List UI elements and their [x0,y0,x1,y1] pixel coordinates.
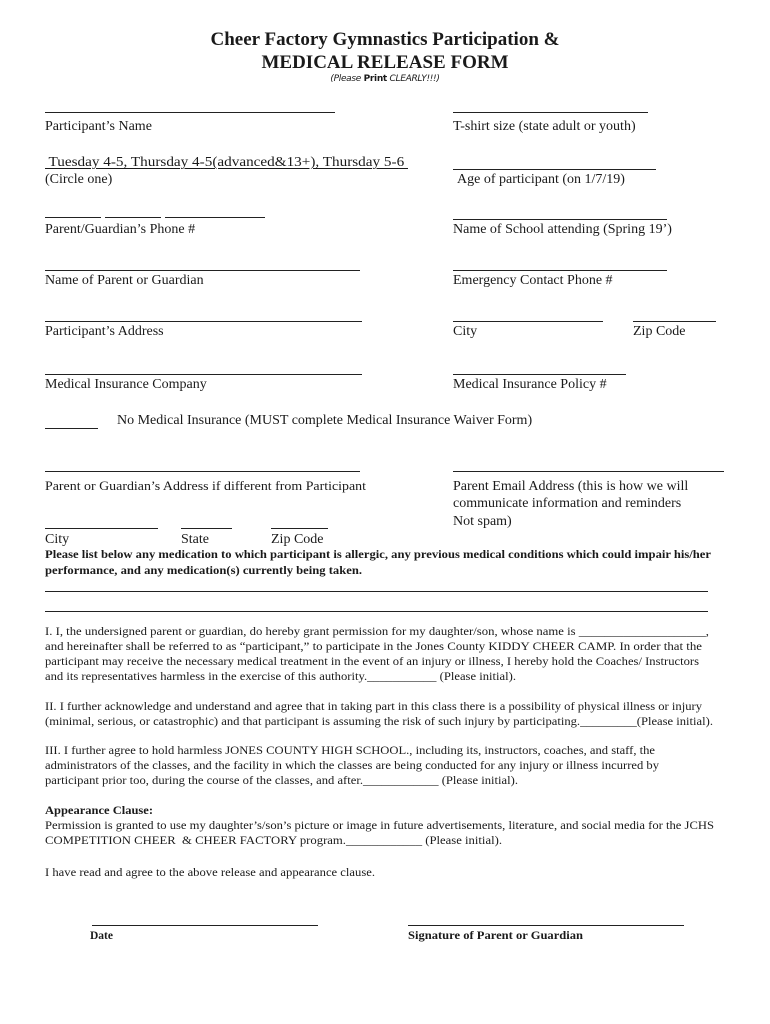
signature-label: Signature of Parent or Guardian [408,930,583,942]
tshirt-size-label: T-shirt size (state adult or youth) [453,119,636,134]
medication-line-1[interactable] [45,591,708,592]
guardian-name-label: Name of Parent or Guardian [45,273,204,288]
release-para-2-line-2: (minimal, serious, or catastrophic) and that participant is assuming the risk of such injury by participating._________(Please initial). [45,716,713,728]
date-field[interactable] [92,925,318,926]
form-title-line-2: MEDICAL RELEASE FORM [261,52,509,73]
release-para-3-line-1: III. I further agree to hold harmless JONES COUNTY HIGH SCHOOL., including its, instructors, coaches, and staff, the [45,745,655,757]
guardian-city-label: City [45,532,70,547]
age-field[interactable] [453,169,656,170]
insurance-company-field[interactable] [45,374,362,375]
no-insurance-label: No Medical Insurance (MUST complete Medical Insurance Waiver Form) [117,413,533,428]
release-para-1-line-2: and hereinafter shall be referred to as “participant,” to participate in the Jones County KIDDY CHEER CAMP. In order that the [45,641,702,653]
insurance-policy-field[interactable] [453,374,626,375]
participant-address-field[interactable] [45,321,362,322]
guardian-state-label: State [181,532,209,547]
emergency-phone-label: Emergency Contact Phone # [453,273,613,288]
date-label: Date [90,930,113,942]
city-field[interactable] [453,321,603,322]
guardian-phone-label: Parent/Guardian’s Phone # [45,222,196,237]
print-clearly-note: (Please Print CLEARLY!!!) [330,74,440,84]
parent-email-field[interactable] [453,471,724,472]
guardian-phone-prefix-field[interactable] [105,217,161,218]
guardian-phone-area-code-field[interactable] [45,217,101,218]
insurance-company-label: Medical Insurance Company [45,377,207,392]
medical-prompt-line-2: performance, and any medication(s) currently being taken. [45,565,362,577]
zip-field[interactable] [633,321,716,322]
guardian-state-field[interactable] [181,528,232,529]
no-insurance-field[interactable] [45,428,98,429]
insurance-policy-label: Medical Insurance Policy # [453,377,607,392]
participant-name-field[interactable] [45,112,335,113]
guardian-phone-number-field[interactable] [165,217,265,218]
form-title-line-1: Cheer Factory Gymnastics Participation & [210,29,560,50]
agreement-statement: I have read and agree to the above release and appearance clause. [45,867,375,879]
guardian-zip-label: Zip Code [271,532,324,547]
age-label: Age of participant (on 1/7/19) [457,172,625,187]
release-para-1-line-3: participant may receive the necessary medical treatment in the event of an injury or illness, I hereby hold the Coaches/ Instructors [45,656,699,668]
guardian-name-field[interactable] [45,270,360,271]
release-para-3-line-2: administrators of the classes, and the facility in which the classes are being conducted for any injury or illness incurred by [45,760,659,772]
emergency-phone-field[interactable] [453,270,667,271]
guardian-address-field[interactable] [45,471,360,472]
circle-one-label: (Circle one) [45,172,113,187]
session-options[interactable]: Tuesday 4-5, Thursday 4-5(advanced&13+), Thursday 5-6 [45,155,408,170]
release-para-2-line-1: II. I further acknowledge and understand and agree that in taking part in this class there is a possibility of physical illness or injury [45,701,702,713]
school-label: Name of School attending (Spring 19’) [453,222,672,237]
release-para-1-line-1: I. I, the undersigned parent or guardian, do hereby grant permission for my daughter/son, whose name is ____________________, [45,626,709,638]
appearance-clause-line-1: Permission is granted to use my daughter’s/son’s picture or image in future advertisements, literature, and social media for the JCHS [45,820,714,832]
tshirt-size-field[interactable] [453,112,648,113]
parent-email-label-line-3: Not spam) [453,514,512,529]
appearance-clause-line-2: COMPETITION CHEER & CHEER FACTORY program.____________ (Please initial). [45,835,502,847]
school-field[interactable] [453,219,667,220]
guardian-city-field[interactable] [45,528,158,529]
medication-line-2[interactable] [45,611,708,612]
release-para-3-line-3: participant prior too, during the course of the classes, and after.____________ (Please initial). [45,775,518,787]
release-para-1-line-4: and its representatives harmless in the exercise of this authority.___________ (Please initial). [45,671,516,683]
parent-email-label-line-1: Parent Email Address (this is how we will [453,479,689,494]
signature-field[interactable] [408,925,684,926]
appearance-clause-heading: Appearance Clause: [45,805,153,817]
city-label: City [453,324,478,339]
guardian-zip-field[interactable] [271,528,328,529]
guardian-address-label: Parent or Guardian’s Address if different from Participant [45,479,366,493]
zip-label: Zip Code [633,324,686,339]
participant-name-label: Participant’s Name [45,119,152,134]
parent-email-label-line-2: communicate information and reminders [453,496,682,511]
medical-prompt-line-1: Please list below any medication to which participant is allergic, any previous medical conditions which could impair his/her [45,549,711,561]
participant-address-label: Participant’s Address [45,324,164,339]
